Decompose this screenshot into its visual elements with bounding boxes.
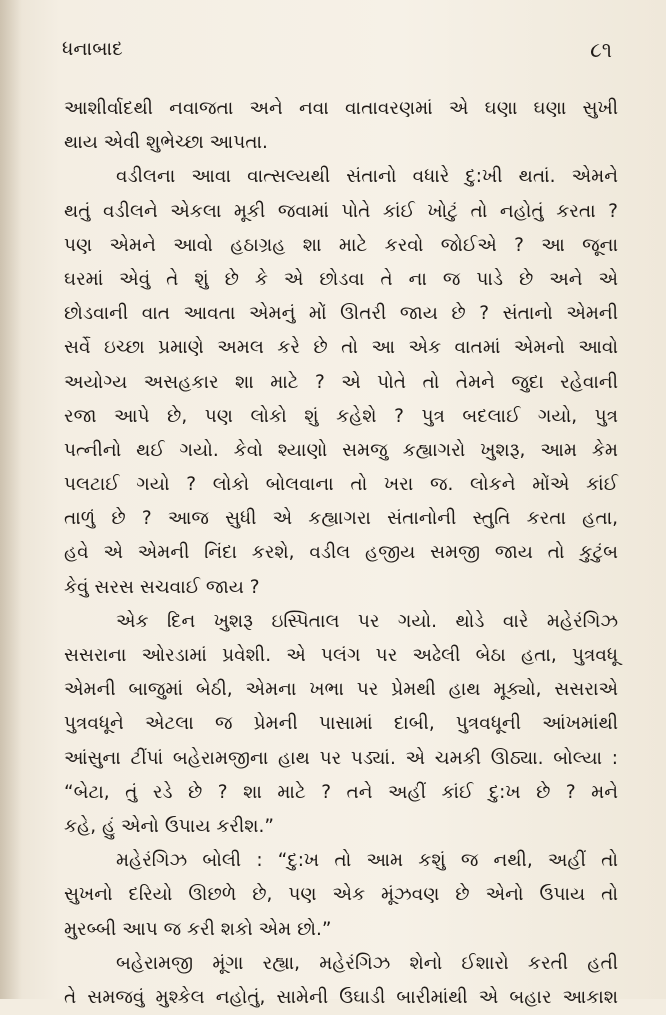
text-line: બહેરામજી મૂંગા રહ્યા, મહેરંગિઝ શેનો ઈશારો કરતી હતી	[116, 952, 618, 974]
text-line: પણ એમને આવો હઠાગ્રહ શા માટે કરવો જોઈએ ? આ જૂના	[64, 234, 618, 256]
text-line: હવે એ એમની નિંદા કરશે, વડીલ હજીય સમજી જાય તો કુટુંબ	[64, 542, 618, 564]
text-line: “બેટા, તું રડે છે ? શા માટે ? તને અહીં કાંઈ દુ:ખ છે ? મને	[64, 781, 618, 803]
running-header	[62, 38, 612, 68]
text-line: આંસુના ટીંપાં બહેરામજીના હાથ પર પડ્યાં. એ ચમકી ઊઠ્યા. બોલ્યા :	[64, 747, 618, 769]
text-line: કહે, હું એનો ઉપાય કરીશ.”	[64, 815, 275, 837]
text-line: છોડવાની વાત આવતા એમનું મોં ઊતરી જાય છે ? સંતાનો એમની	[64, 303, 618, 325]
text-line: પલટાઈ ગયો ? લોકો બોલવાના તો ખરા જ. લોકને મોંએ કાંઈ	[64, 474, 618, 496]
text-line: રજા આપે છે, પણ લોકો શું કહેશે ? પુત્ર બદલાઈ ગયો, પુત્ર	[64, 405, 618, 427]
text-line: એક દિન ખુશરૂ ઇસ્પિતાલ પર ગયો. થોડે વારે મહેરંગિઝ	[116, 610, 618, 632]
text-line: મહેરંગિઝ બોલી : “દુ:ખ તો આમ કશું જ નથી, અહીં તો	[116, 850, 618, 872]
body-text	[64, 92, 618, 1015]
text-line: તાળું છે ? આજ સુધી એ કહ્યાગરા સંતાનોની સ્તુતિ કરતા હતા,	[64, 508, 618, 530]
text-line: કેવું સરસ સચવાઈ જાય ?	[64, 576, 260, 598]
text-line: એમની બાજુમાં બેઠી, એમના ખભા પર પ્રેમથી હાથ મૂક્યો, સસરાએ	[64, 679, 618, 701]
page-gutter-shadow	[0, 0, 22, 999]
text-line: તે સમજવું મુશ્કેલ નહોતું, સામેની ઉઘાડી બારીમાંથી એ બહાર આકાશ	[64, 986, 618, 1008]
text-line: સુખનો દરિયો ઊછળે છે, પણ એક મૂંઝવણ છે એનો ઉપાય તો	[64, 884, 618, 906]
text-line: સસરાના ઓરડામાં પ્રવેશી. એ પલંગ પર અઢેલી બેઠા હતા, પુત્રવધૂ	[64, 645, 618, 666]
text-line: સર્વે ઇચ્છા પ્રમાણે અમલ કરે છે તો આ એક વાતમાં એમનો આવો	[64, 337, 618, 359]
text-line: આશીર્વાદથી નવાજતા અને નવા વાતાવરણમાં એ ઘણા ઘણા સુખી	[64, 98, 618, 119]
text-line: પત્નીનો થઈ ગયો. કેવો શ્યાણો સમજુ કહ્યાગરો ખુશરૂ, આમ કેમ	[64, 439, 618, 461]
text-line: થાય એવી શુભેચ્છા આપતા.	[64, 132, 268, 154]
text-line: ઘરમાં એવું તે શું છે કે એ છોડવા તે ના જ પાડે છે અને એ	[64, 268, 618, 290]
text-line: પુત્રવધૂને એટલા જ પ્રેમની પાસામાં દાબી, પુત્રવધૂની આંખમાંથી	[64, 713, 618, 735]
running-title: ધનાબાદ	[62, 38, 123, 60]
page-number: ૮૧	[590, 38, 612, 62]
text-line: થતું વડીલને એકલા મૂકી જવામાં પોતે કાંઈ ખોટું તો નહોતું કરતા ?	[64, 200, 618, 222]
text-line: વડીલના આવા વાત્સલ્યથી સંતાનો વધારે દુ:ખી થતાં. એમને	[116, 166, 618, 188]
text-line: અયોગ્ય અસહકાર શા માટે ? એ પોતે તો તેમને જુદા રહેવાની	[64, 371, 618, 393]
text-line: મુરબ્બી આપ જ કરી શકો એમ છો.”	[64, 918, 332, 940]
